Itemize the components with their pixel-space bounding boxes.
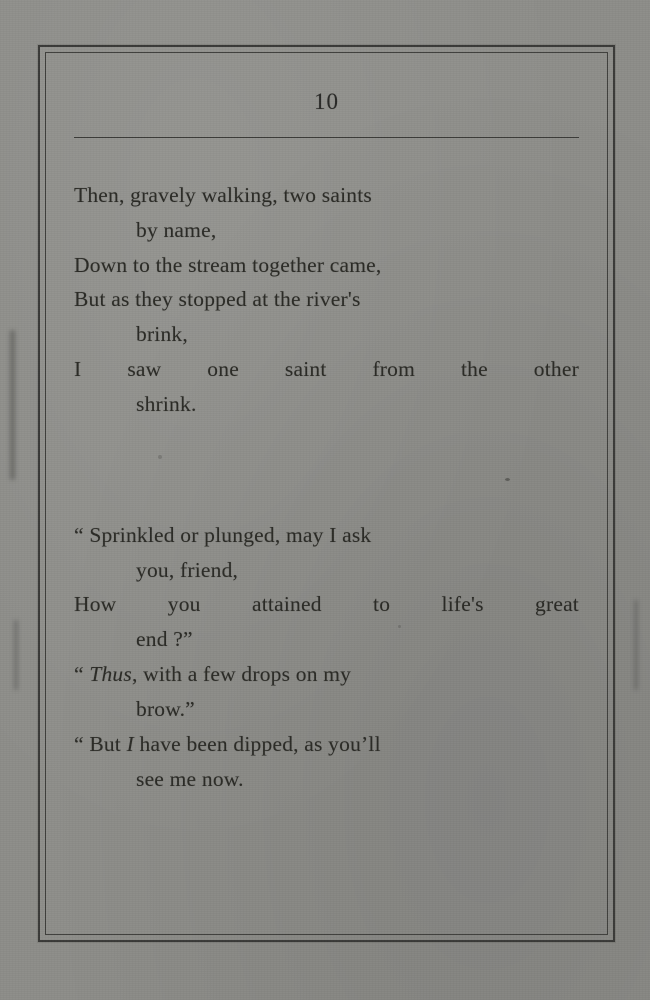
scan-artifact-left-smudge-lower bbox=[14, 620, 18, 690]
poem-line-prefix: “ bbox=[74, 662, 90, 687]
poem-line bbox=[74, 657, 579, 692]
poem-line bbox=[74, 727, 579, 762]
scan-artifact-left-smudge bbox=[10, 330, 15, 480]
poem-line: But as they stopped at the river's bbox=[74, 287, 361, 312]
poem-line-prefix: “ But bbox=[74, 731, 127, 756]
poem-line bbox=[74, 352, 579, 387]
poem-stanza-1 bbox=[74, 178, 579, 422]
poem-word: other bbox=[533, 357, 579, 382]
poem-word: great bbox=[535, 592, 579, 617]
poem-emphasis-word: I bbox=[126, 731, 134, 756]
poem-line-suffix: , with a few drops on my bbox=[131, 662, 352, 687]
poem-emphasis-word: Thus bbox=[89, 662, 132, 687]
poem-line: end ?” bbox=[136, 627, 193, 652]
poem-word: saw bbox=[127, 357, 162, 382]
page-content bbox=[40, 47, 613, 940]
poem-word: you bbox=[167, 592, 201, 617]
poem-word: How bbox=[74, 592, 117, 617]
poem-word: saint bbox=[284, 357, 327, 382]
poem-line: Down to the stream together came, bbox=[74, 252, 382, 277]
poem-word: attained bbox=[252, 592, 322, 617]
page-number: 10 bbox=[314, 89, 339, 114]
poem-word: life's bbox=[441, 592, 484, 617]
header-rule bbox=[74, 137, 579, 138]
poem-line: see me now. bbox=[136, 766, 244, 791]
poem-word: to bbox=[373, 592, 391, 617]
poem-stanza-2 bbox=[74, 518, 579, 797]
scan-artifact-right-smudge bbox=[634, 600, 638, 690]
poem-line-suffix: have been dipped, as you’ll bbox=[133, 731, 381, 756]
poem-word: I bbox=[74, 357, 82, 382]
poem-line bbox=[74, 587, 579, 622]
poem-line: Then, gravely walking, two saints bbox=[74, 183, 372, 207]
poem-line: you, friend, bbox=[136, 557, 239, 582]
poem-word: from bbox=[372, 357, 416, 382]
poem-word: the bbox=[460, 357, 488, 382]
poem-line: “ Sprinkled or plunged, may I ask bbox=[74, 522, 372, 547]
poem-line: brink, bbox=[136, 322, 188, 347]
poem-line: shrink. bbox=[136, 391, 197, 416]
page-border-outer bbox=[38, 45, 615, 942]
poem-word: one bbox=[207, 357, 239, 382]
poem-line: by name, bbox=[136, 217, 217, 242]
poem-line: brow.” bbox=[136, 696, 195, 721]
